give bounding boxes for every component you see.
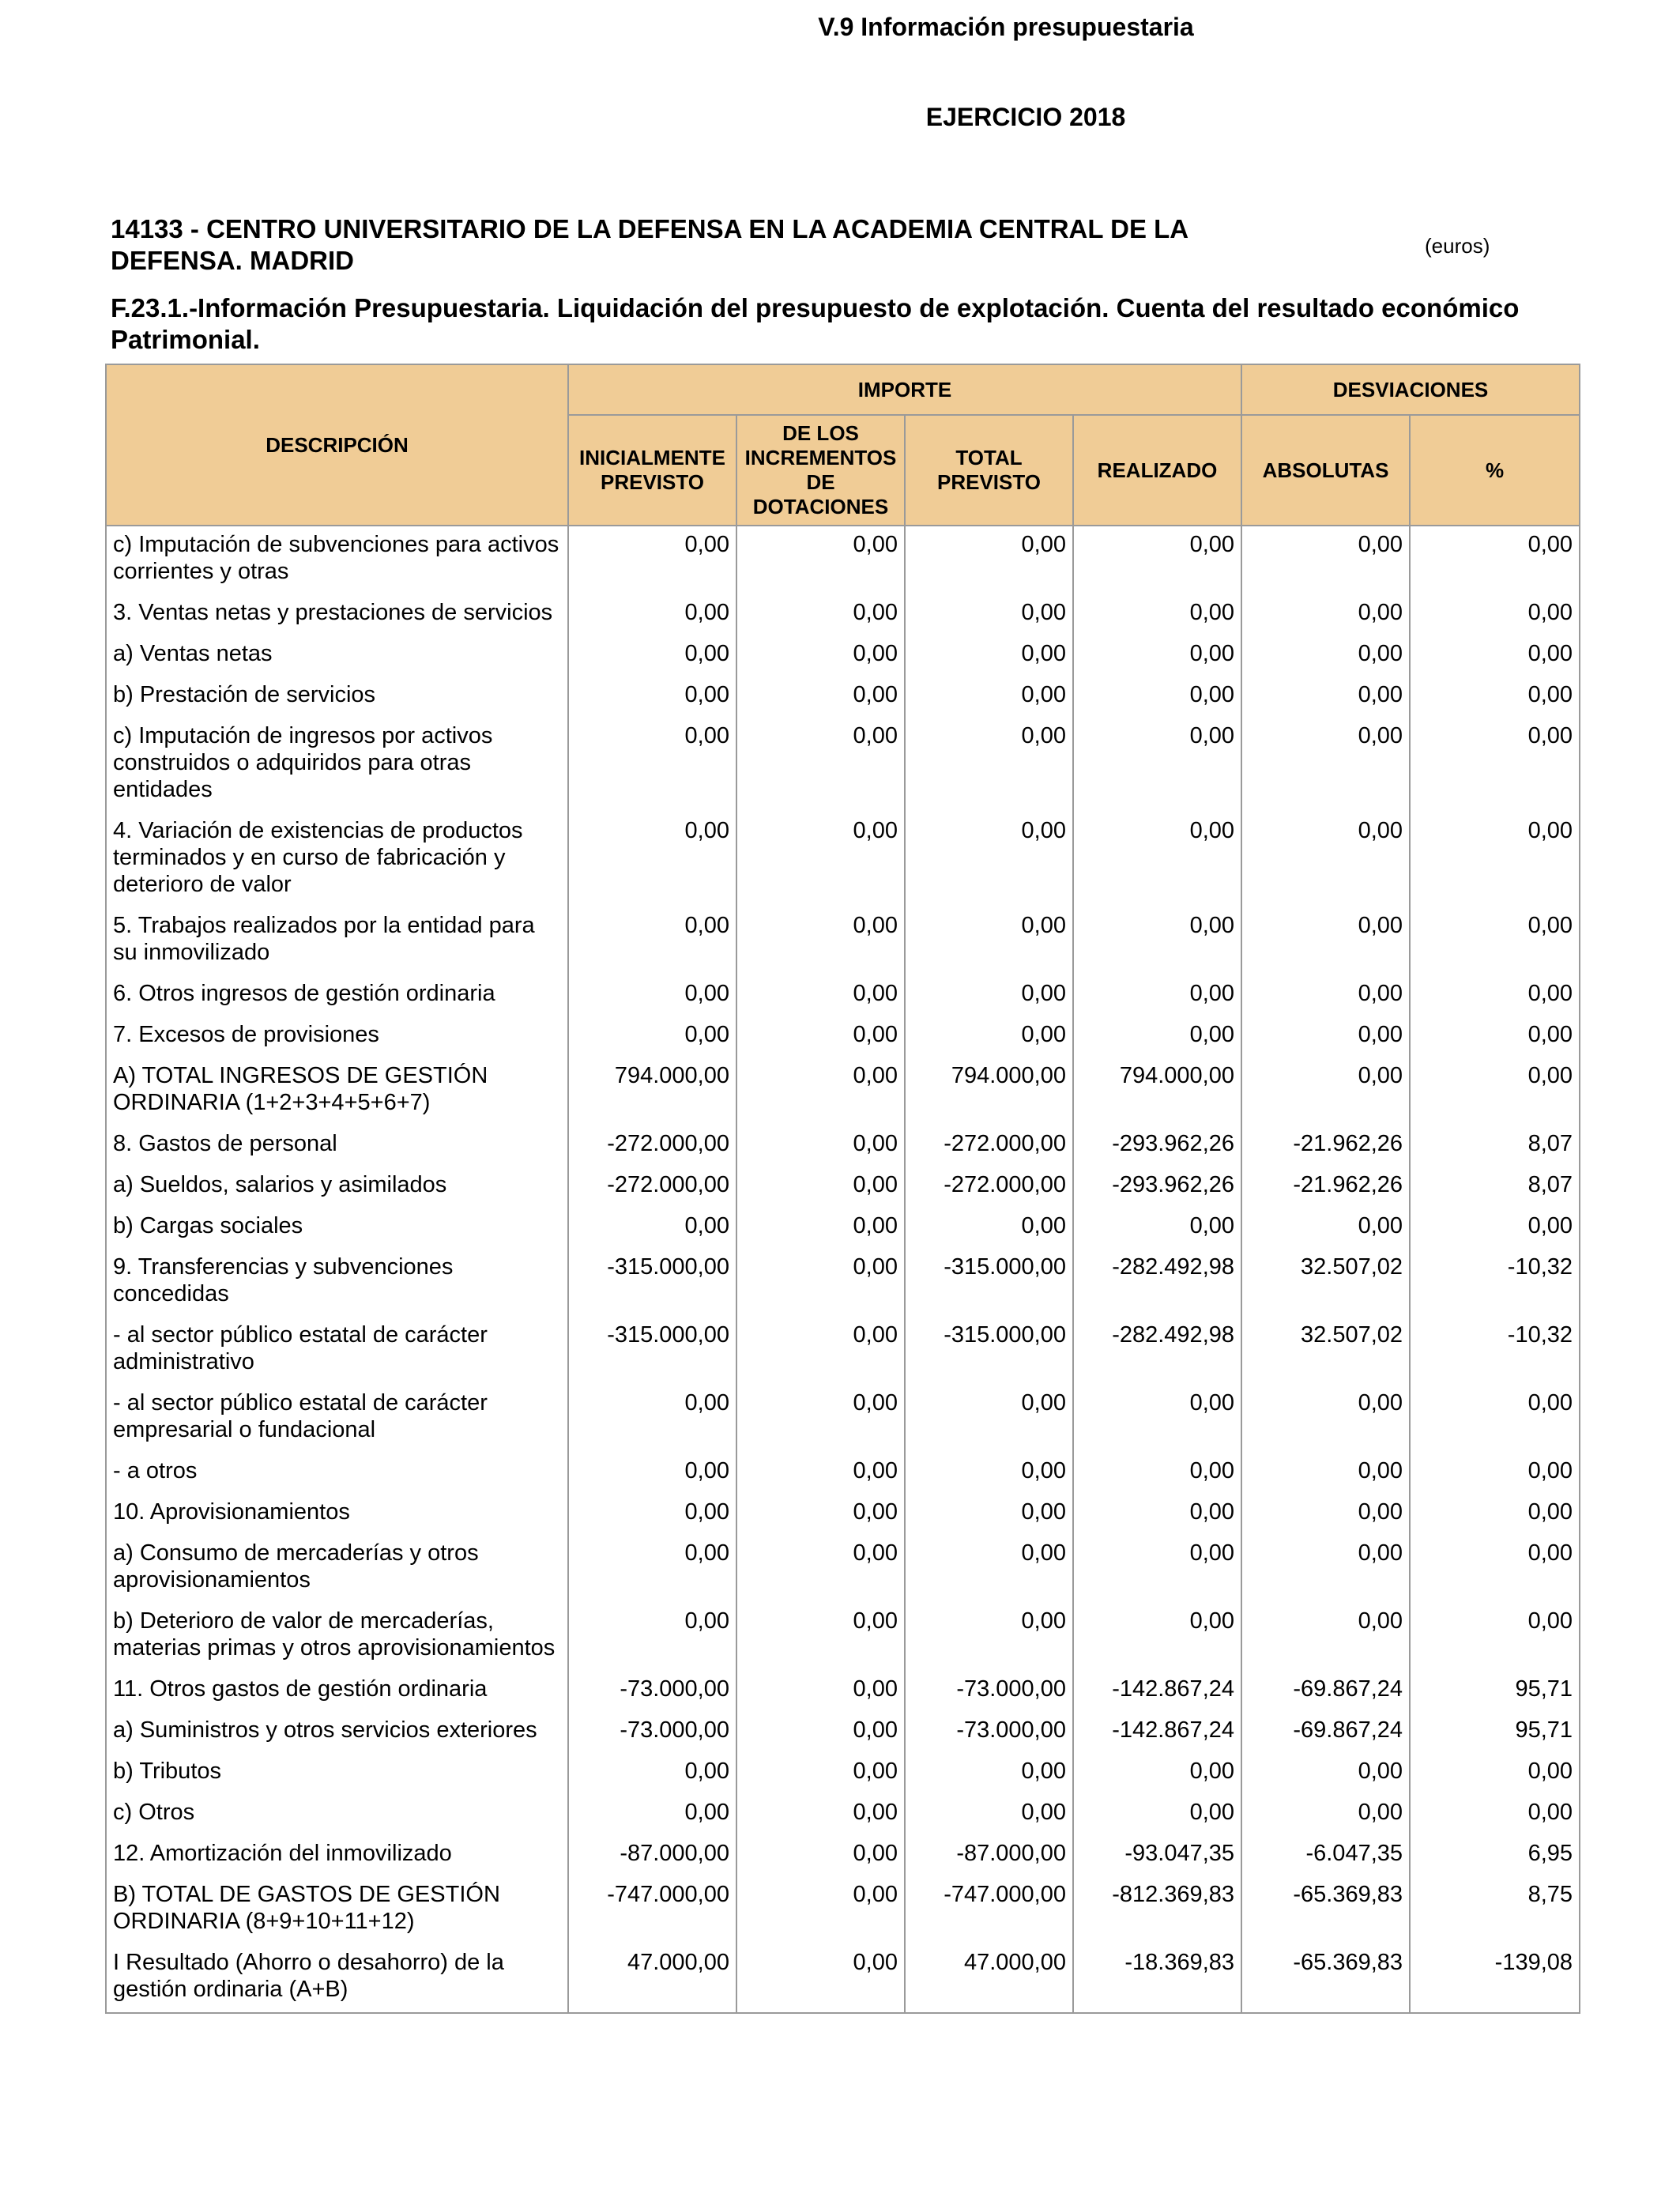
row-description: I Resultado (Ahorro o desahorro) de la gestión ordinaria (A+B)	[106, 1944, 568, 2013]
cell-absolutas: 0,00	[1241, 635, 1410, 677]
cell-realizado: -282.492,98	[1073, 1249, 1241, 1317]
row-description: a) Sueldos, salarios y asimilados	[106, 1167, 568, 1208]
row-description: A) TOTAL INGRESOS DE GESTIÓN ORDINARIA (1+2+3+4+5+6+7)	[106, 1057, 568, 1125]
cell-realizado: 794.000,00	[1073, 1057, 1241, 1125]
header-incrementos: DE LOS INCREMENTOS DE DOTACIONES	[736, 415, 905, 526]
cell-incrementos: 0,00	[736, 1671, 905, 1712]
cell-total-previsto: 47.000,00	[905, 1944, 1073, 2013]
cell-incrementos: 0,00	[736, 812, 905, 907]
cell-realizado: -142.867,24	[1073, 1671, 1241, 1712]
header-desviaciones: DESVIACIONES	[1241, 364, 1580, 415]
cell-inicialmente-previsto: 47.000,00	[568, 1944, 736, 2013]
cell-total-previsto: -315.000,00	[905, 1249, 1073, 1317]
row-description: 12. Amortización del inmovilizado	[106, 1835, 568, 1876]
cell-realizado: 0,00	[1073, 975, 1241, 1016]
cell-inicialmente-previsto: -315.000,00	[568, 1249, 736, 1317]
cell-incrementos: 0,00	[736, 1494, 905, 1535]
cell-total-previsto: 0,00	[905, 907, 1073, 975]
cell-pct: 0,00	[1410, 1208, 1580, 1249]
table-header	[106, 364, 1580, 526]
cell-absolutas: 0,00	[1241, 526, 1410, 594]
cell-absolutas: -69.867,24	[1241, 1712, 1410, 1753]
row-description: a) Suministros y otros servicios exteriores	[106, 1712, 568, 1753]
cell-realizado: -812.369,83	[1073, 1876, 1241, 1944]
cell-total-previsto: 0,00	[905, 594, 1073, 635]
entity-title: 14133 - CENTRO UNIVERSITARIO DE LA DEFENSA EN LA ACADEMIA CENTRAL DE LA DEFENSA. MADRID	[111, 214, 1188, 275]
cell-total-previsto: 0,00	[905, 1385, 1073, 1453]
cell-absolutas: 0,00	[1241, 1603, 1410, 1671]
cell-realizado: 0,00	[1073, 1453, 1241, 1494]
cell-incrementos: 0,00	[736, 975, 905, 1016]
cell-total-previsto: 0,00	[905, 1753, 1073, 1794]
cell-pct: 0,00	[1410, 1016, 1580, 1057]
cell-absolutas: -69.867,24	[1241, 1671, 1410, 1712]
cell-inicialmente-previsto: 0,00	[568, 526, 736, 594]
cell-absolutas: 0,00	[1241, 1753, 1410, 1794]
cell-pct: 0,00	[1410, 1535, 1580, 1603]
cell-total-previsto: 0,00	[905, 1535, 1073, 1603]
row-description: 5. Trabajos realizados por la entidad para su inmovilizado	[106, 907, 568, 975]
cell-absolutas: -21.962,26	[1241, 1167, 1410, 1208]
cell-total-previsto: -315.000,00	[905, 1317, 1073, 1385]
cell-total-previsto: 0,00	[905, 718, 1073, 812]
cell-pct: 0,00	[1410, 526, 1580, 594]
cell-total-previsto: 0,00	[905, 812, 1073, 907]
cell-pct: -139,08	[1410, 1944, 1580, 2013]
row-description: 3. Ventas netas y prestaciones de servicios	[106, 594, 568, 635]
cell-inicialmente-previsto: 794.000,00	[568, 1057, 736, 1125]
cell-inicialmente-previsto: 0,00	[568, 594, 736, 635]
row-description: a) Ventas netas	[106, 635, 568, 677]
header-descripcion: DESCRIPCIÓN	[106, 364, 568, 526]
row-description: 10. Aprovisionamientos	[106, 1494, 568, 1535]
cell-pct: 95,71	[1410, 1671, 1580, 1712]
cell-inicialmente-previsto: 0,00	[568, 1753, 736, 1794]
cell-absolutas: 0,00	[1241, 1453, 1410, 1494]
cell-pct: 95,71	[1410, 1712, 1580, 1753]
cell-realizado: 0,00	[1073, 907, 1241, 975]
table-row	[106, 1167, 1580, 1208]
cell-pct: 0,00	[1410, 1453, 1580, 1494]
cell-incrementos: 0,00	[736, 1208, 905, 1249]
cell-realizado: 0,00	[1073, 1016, 1241, 1057]
cell-incrementos: 0,00	[736, 1876, 905, 1944]
cell-incrementos: 0,00	[736, 1794, 905, 1835]
cell-total-previsto: 0,00	[905, 1208, 1073, 1249]
cell-absolutas: 0,00	[1241, 1016, 1410, 1057]
cell-realizado: 0,00	[1073, 1535, 1241, 1603]
cell-pct: 0,00	[1410, 812, 1580, 907]
cell-absolutas: 0,00	[1241, 718, 1410, 812]
cell-total-previsto: 0,00	[905, 1453, 1073, 1494]
row-description: 4. Variación de existencias de productos terminados y en curso de fabricación y deterioro de valor	[106, 812, 568, 907]
cell-inicialmente-previsto: -87.000,00	[568, 1835, 736, 1876]
cell-realizado: 0,00	[1073, 1603, 1241, 1671]
cell-total-previsto: 0,00	[905, 526, 1073, 594]
header-pct: %	[1410, 415, 1580, 526]
row-description: c) Imputación de ingresos por activos construidos o adquiridos para otras entidades	[106, 718, 568, 812]
form-title: F.23.1.-Información Presupuestaria. Liquidación del presupuesto de explotación. Cuenta del resultado económico Patrimonial.	[111, 293, 1520, 354]
table-row	[106, 1535, 1580, 1603]
table-row	[106, 1317, 1580, 1385]
cell-incrementos: 0,00	[736, 1753, 905, 1794]
cell-incrementos: 0,00	[736, 526, 905, 594]
cell-incrementos: 0,00	[736, 1453, 905, 1494]
cell-realizado: -18.369,83	[1073, 1944, 1241, 2013]
cell-total-previsto: 0,00	[905, 1494, 1073, 1535]
cell-inicialmente-previsto: 0,00	[568, 718, 736, 812]
row-description: c) Imputación de subvenciones para activos corrientes y otras	[106, 526, 568, 594]
cell-absolutas: 0,00	[1241, 594, 1410, 635]
cell-absolutas: 32.507,02	[1241, 1317, 1410, 1385]
cell-absolutas: 0,00	[1241, 1535, 1410, 1603]
cell-absolutas: 0,00	[1241, 975, 1410, 1016]
cell-pct: 0,00	[1410, 1753, 1580, 1794]
cell-inicialmente-previsto: -73.000,00	[568, 1712, 736, 1753]
header-total-previsto: TOTAL PREVISTO	[905, 415, 1073, 526]
cell-total-previsto: 0,00	[905, 1603, 1073, 1671]
row-description: - al sector público estatal de carácter empresarial o fundacional	[106, 1385, 568, 1453]
cell-inicialmente-previsto: 0,00	[568, 1208, 736, 1249]
cell-absolutas: 0,00	[1241, 677, 1410, 718]
row-description: b) Deterioro de valor de mercaderías, materias primas y otros aprovisionamientos	[106, 1603, 568, 1671]
table-row	[106, 1794, 1580, 1835]
cell-incrementos: 0,00	[736, 1944, 905, 2013]
table-row	[106, 1125, 1580, 1167]
cell-absolutas: -21.962,26	[1241, 1125, 1410, 1167]
cell-realizado: -293.962,26	[1073, 1125, 1241, 1167]
row-description: B) TOTAL DE GASTOS DE GESTIÓN ORDINARIA (8+9+10+11+12)	[106, 1876, 568, 1944]
cell-total-previsto: 0,00	[905, 975, 1073, 1016]
cell-pct: 8,07	[1410, 1167, 1580, 1208]
row-description: 8. Gastos de personal	[106, 1125, 568, 1167]
cell-absolutas: 0,00	[1241, 1057, 1410, 1125]
cell-incrementos: 0,00	[736, 907, 905, 975]
cell-total-previsto: 794.000,00	[905, 1057, 1073, 1125]
cell-incrementos: 0,00	[736, 1603, 905, 1671]
cell-total-previsto: 0,00	[905, 635, 1073, 677]
cell-realizado: 0,00	[1073, 1385, 1241, 1453]
table-row	[106, 1057, 1580, 1125]
cell-incrementos: 0,00	[736, 1835, 905, 1876]
budget-table	[105, 364, 1580, 2014]
table-row	[106, 1249, 1580, 1317]
cell-realizado: -282.492,98	[1073, 1317, 1241, 1385]
table-body	[106, 526, 1580, 2013]
cell-realizado: 0,00	[1073, 677, 1241, 718]
cell-absolutas: 0,00	[1241, 1794, 1410, 1835]
cell-inicialmente-previsto: 0,00	[568, 1016, 736, 1057]
table-row	[106, 907, 1580, 975]
cell-pct: 0,00	[1410, 718, 1580, 812]
cell-inicialmente-previsto: 0,00	[568, 1494, 736, 1535]
cell-absolutas: -65.369,83	[1241, 1944, 1410, 2013]
cell-total-previsto: -272.000,00	[905, 1167, 1073, 1208]
cell-incrementos: 0,00	[736, 635, 905, 677]
cell-inicialmente-previsto: 0,00	[568, 1453, 736, 1494]
table-row	[106, 812, 1580, 907]
cell-inicialmente-previsto: 0,00	[568, 635, 736, 677]
table-row	[106, 1453, 1580, 1494]
cell-incrementos: 0,00	[736, 1167, 905, 1208]
table-row	[106, 1208, 1580, 1249]
cell-total-previsto: 0,00	[905, 677, 1073, 718]
cell-pct: 8,75	[1410, 1876, 1580, 1944]
row-description: 9. Transferencias y subvenciones concedidas	[106, 1249, 568, 1317]
cell-pct: 0,00	[1410, 677, 1580, 718]
cell-inicialmente-previsto: 0,00	[568, 907, 736, 975]
cell-inicialmente-previsto: 0,00	[568, 677, 736, 718]
cell-total-previsto: -73.000,00	[905, 1671, 1073, 1712]
cell-total-previsto: 0,00	[905, 1794, 1073, 1835]
cell-inicialmente-previsto: 0,00	[568, 812, 736, 907]
cell-inicialmente-previsto: 0,00	[568, 1385, 736, 1453]
cell-absolutas: -65.369,83	[1241, 1876, 1410, 1944]
header-inicialmente-previsto: INICIALMENTE PREVISTO	[568, 415, 736, 526]
cell-inicialmente-previsto: 0,00	[568, 1794, 736, 1835]
row-description: a) Consumo de mercaderías y otros aprovisionamientos	[106, 1535, 568, 1603]
cell-incrementos: 0,00	[736, 1249, 905, 1317]
cell-realizado: 0,00	[1073, 1494, 1241, 1535]
row-description: b) Cargas sociales	[106, 1208, 568, 1249]
cell-realizado: -93.047,35	[1073, 1835, 1241, 1876]
table-row	[106, 526, 1580, 594]
cell-total-previsto: -87.000,00	[905, 1835, 1073, 1876]
cell-inicialmente-previsto: 0,00	[568, 1603, 736, 1671]
cell-incrementos: 0,00	[736, 1016, 905, 1057]
cell-absolutas: 0,00	[1241, 812, 1410, 907]
cell-total-previsto: -272.000,00	[905, 1125, 1073, 1167]
cell-incrementos: 0,00	[736, 718, 905, 812]
cell-inicialmente-previsto: 0,00	[568, 975, 736, 1016]
row-description: 7. Excesos de provisiones	[106, 1016, 568, 1057]
table-row	[106, 1944, 1580, 2013]
table-row	[106, 1603, 1580, 1671]
table-row	[106, 594, 1580, 635]
cell-realizado: -142.867,24	[1073, 1712, 1241, 1753]
cell-pct: 0,00	[1410, 975, 1580, 1016]
cell-absolutas: 0,00	[1241, 907, 1410, 975]
cell-realizado: 0,00	[1073, 1208, 1241, 1249]
row-description: - a otros	[106, 1453, 568, 1494]
row-description: c) Otros	[106, 1794, 568, 1835]
table-row	[106, 1835, 1580, 1876]
table-row	[106, 975, 1580, 1016]
exercise-title: EJERCICIO 2018	[925, 103, 1126, 131]
table-row	[106, 1876, 1580, 1944]
cell-incrementos: 0,00	[736, 1057, 905, 1125]
cell-realizado: 0,00	[1073, 594, 1241, 635]
cell-realizado: 0,00	[1073, 635, 1241, 677]
cell-realizado: 0,00	[1073, 1794, 1241, 1835]
cell-absolutas: 32.507,02	[1241, 1249, 1410, 1317]
row-description: 11. Otros gastos de gestión ordinaria	[106, 1671, 568, 1712]
cell-incrementos: 0,00	[736, 1535, 905, 1603]
cell-incrementos: 0,00	[736, 677, 905, 718]
row-description: b) Tributos	[106, 1753, 568, 1794]
cell-inicialmente-previsto: -747.000,00	[568, 1876, 736, 1944]
table-row	[106, 635, 1580, 677]
table-row	[106, 1671, 1580, 1712]
section-title: V.9 Información presupuestaria	[818, 13, 1194, 41]
cell-inicialmente-previsto: -272.000,00	[568, 1167, 736, 1208]
table-row	[106, 1016, 1580, 1057]
cell-pct: -10,32	[1410, 1249, 1580, 1317]
header-realizado: REALIZADO	[1073, 415, 1241, 526]
cell-absolutas: -6.047,35	[1241, 1835, 1410, 1876]
table-row	[106, 1385, 1580, 1453]
table-row	[106, 1753, 1580, 1794]
cell-incrementos: 0,00	[736, 1712, 905, 1753]
table-row	[106, 1712, 1580, 1753]
row-description: b) Prestación de servicios	[106, 677, 568, 718]
cell-pct: 8,07	[1410, 1125, 1580, 1167]
header-absolutas: ABSOLUTAS	[1241, 415, 1410, 526]
cell-total-previsto: -747.000,00	[905, 1876, 1073, 1944]
cell-incrementos: 0,00	[736, 1125, 905, 1167]
cell-pct: 0,00	[1410, 594, 1580, 635]
cell-pct: 0,00	[1410, 635, 1580, 677]
cell-pct: 6,95	[1410, 1835, 1580, 1876]
table-row	[106, 1494, 1580, 1535]
table-row	[106, 677, 1580, 718]
cell-realizado: 0,00	[1073, 718, 1241, 812]
row-description: 6. Otros ingresos de gestión ordinaria	[106, 975, 568, 1016]
cell-pct: 0,00	[1410, 1794, 1580, 1835]
cell-realizado: 0,00	[1073, 526, 1241, 594]
cell-pct: 0,00	[1410, 1385, 1580, 1453]
cell-incrementos: 0,00	[736, 1385, 905, 1453]
table-row	[106, 718, 1580, 812]
cell-absolutas: 0,00	[1241, 1208, 1410, 1249]
cell-incrementos: 0,00	[736, 1317, 905, 1385]
cell-pct: 0,00	[1410, 1603, 1580, 1671]
row-description: - al sector público estatal de carácter administrativo	[106, 1317, 568, 1385]
cell-absolutas: 0,00	[1241, 1385, 1410, 1453]
cell-incrementos: 0,00	[736, 594, 905, 635]
cell-pct: 0,00	[1410, 1494, 1580, 1535]
cell-pct: 0,00	[1410, 1057, 1580, 1125]
units-label: (euros)	[1425, 234, 1490, 258]
cell-absolutas: 0,00	[1241, 1494, 1410, 1535]
cell-realizado: -293.962,26	[1073, 1167, 1241, 1208]
cell-inicialmente-previsto: -272.000,00	[568, 1125, 736, 1167]
cell-realizado: 0,00	[1073, 812, 1241, 907]
cell-total-previsto: 0,00	[905, 1016, 1073, 1057]
cell-pct: -10,32	[1410, 1317, 1580, 1385]
cell-inicialmente-previsto: -73.000,00	[568, 1671, 736, 1712]
header-importe: IMPORTE	[568, 364, 1241, 415]
cell-total-previsto: -73.000,00	[905, 1712, 1073, 1753]
cell-pct: 0,00	[1410, 907, 1580, 975]
cell-realizado: 0,00	[1073, 1753, 1241, 1794]
cell-inicialmente-previsto: -315.000,00	[568, 1317, 736, 1385]
cell-inicialmente-previsto: 0,00	[568, 1535, 736, 1603]
